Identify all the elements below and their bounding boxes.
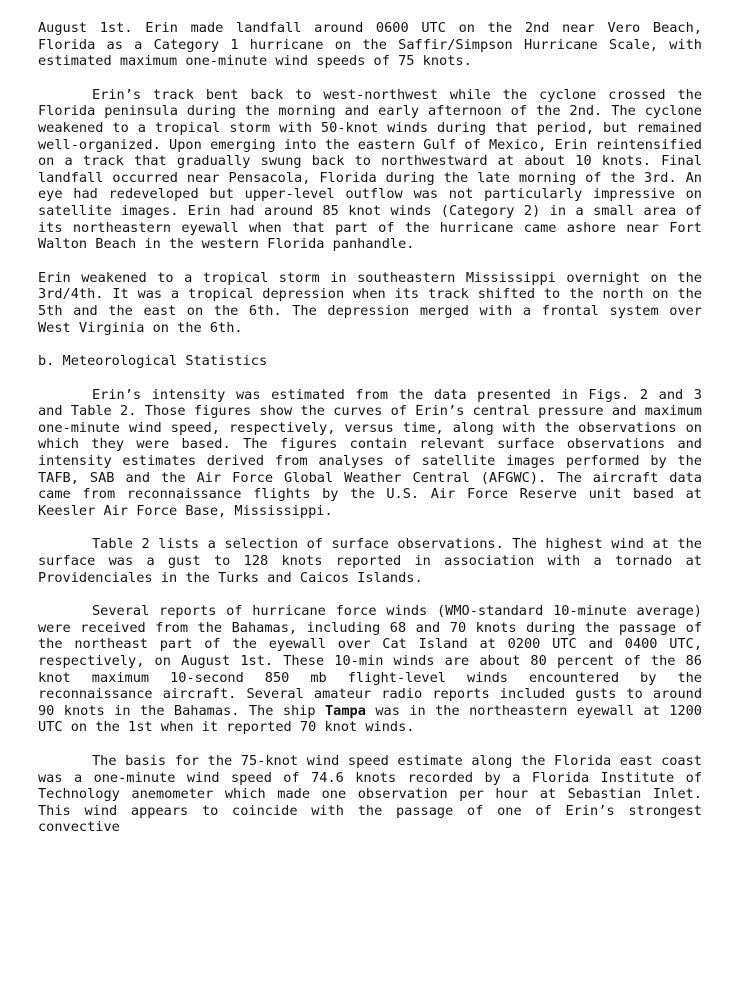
ship-name: Tampa bbox=[324, 702, 366, 719]
paragraph-surface-observations: Table 2 lists a selection of surface observations. The highest wind at the surface was a gust to 128 knots reported in association with a tornado at Providenciales in the Turks and Caicos Islands. bbox=[38, 536, 702, 586]
paragraph-intensity: Erin’s intensity was estimated from the data presented in Figs. 2 and 3 and Table 2. Those figures show the curves of Erin’s central pressure and maximum one-minute wind speed, respectively, versus time, along with the observations on which they were based. The figures contain relevant surface observations and intensity estimates derived from analyses of satellite images performed by the TAFB, SAB and the Air Force Global Weather Central (AFGWC). The aircraft data came from reconnaissance flights by the U.S. Air Force Reserve unit based at Keesler Air Force Base, Mississippi. bbox=[38, 386, 702, 519]
bahamas-text-end: was in the northeastern eyewall at 1200 UTC on the 1st when it reported 70 knot winds. bbox=[38, 702, 702, 736]
paragraph-landfall: August 1st. Erin made landfall around 0600 UTC on the 2nd near Vero Beach, Florida as a Category 1 hurricane on the Saffir/Simpson Hurricane Scale, with estimated maximum one-minute wind speeds of 75 knots. bbox=[38, 20, 702, 70]
paragraph-bahamas-reports bbox=[38, 603, 702, 736]
paragraph-track: Erin’s track bent back to west-northwest while the cyclone crossed the Florida peninsula during the morning and early afternoon of the 2nd. The cyclone weakened to a tropical storm with 50-knot winds during that period, but remained well-organized. Upon emerging into the eastern Gulf of Mexico, Erin reintensified on a track that gradually swung back to northwestward at about 10 knots. Final landfall occurred near Pensacola, Florida during the late morning of the 3rd. An eye had redeveloped but upper-level outflow was not particularly impressive on satellite images. Erin had around 85 knot winds (Category 2) in a small area of its northeastern eyewall when that part of the hurricane came ashore near Fort Walton Beach in the western Florida panhandle. bbox=[38, 86, 702, 253]
bahamas-text-start: Several reports of hurricane force winds (WMO-standard 10-minute average) were received from the Bahamas, including 68 and 70 knots during the passage of the northeast part of the eyewall over Cat Island at 0200 UTC and 0400 UTC, respectively, on August 1st. These 10-min winds are about 80 percent of the 86 knot maximum 10-second 850 mb flight-level winds encountered by the reconnaissance aircraft. Several amateur radio reports included gusts to around 90 knots in the Bahamas. The ship bbox=[38, 603, 702, 719]
section-heading: b. Meteorological Statistics bbox=[38, 353, 268, 370]
paragraph-wind-basis: The basis for the 75-knot wind speed estimate along the Florida east coast was a one-minute wind speed of 74.6 knots recorded by a Florida Institute of Technology anemometer which made one observation per hour at Sebastian Inlet. This wind appears to coincide with the passage of one of Erin’s strongest convective bbox=[38, 752, 702, 836]
document-page bbox=[38, 20, 702, 853]
paragraph-weakening: Erin weakened to a tropical storm in southeastern Mississippi overnight on the 3rd/4th. It was a tropical depression when its track shifted to the north on the 5th and the east on the 6th. The depression merged with a frontal system over West Virginia on the 6th. bbox=[38, 269, 702, 336]
